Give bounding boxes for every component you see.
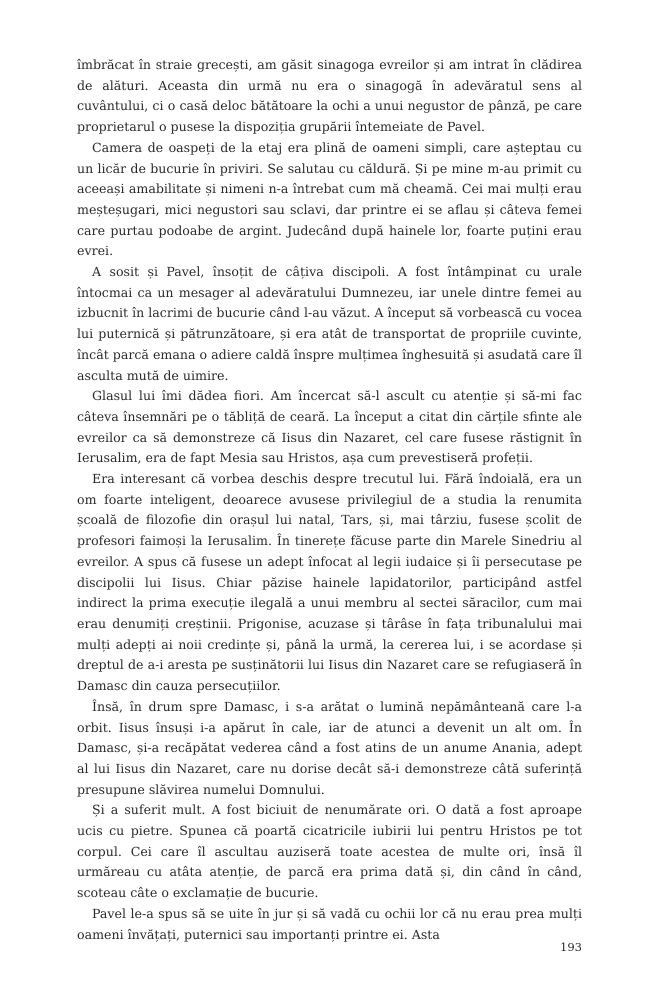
paragraph-3: A sosit și Pavel, însoțit de câțiva discipoli. A fost întâmpinat cu urale întocmai ca un mesager al adevăratului Dumnezeu, iar unele dintre femei au izbucnit în lacrimi de bucurie când l-au văzut. A început să vorbească cu vocea lui puternică și pătrunzătoare, și era atât de transportat de propriile cuvinte, încât parcă emana o adiere caldă înspre mulțimea înghesuită și asudată care îl asculta mută de uimire. [77, 264, 582, 383]
paragraph-5: Era interesant că vorbea deschis despre trecutul lui. Fără îndoială, era un om foarte inteligent, deoarece avusese privilegiul de a studia la renumita școală de filozofie din orașul lui natal, Tars, și, mai târziu, fusese școlit de profesori faimoși la Ierusalim. În tinerețe făcuse parte din Marele Sinedriu al evreilor. A spus că fusese un adept înfocat al legii iudaice și îi persecutase pe discipolii lui Iisus. Chiar păzise hainele lapidatorilor, participând astfel indirect la prima execuție ilegală a unui membru al sectei săracilor, cum mai erau denumiți creștinii. Prigonise, acuzase și târâse în fața tribunalului mai mulți adepți ai noii credințe și, până la urmă, la cererea lui, i se acordase și dreptul de a-i aresta pe susținătorii lui Iisus din Nazaret care se refugiaseră în Damasc din cauza persecuțiilor. [77, 471, 582, 694]
paragraph-8: Pavel le-a spus să se uite în jur și să vadă cu ochii lor că nu erau prea mulți oameni învățați, puternici sau importanți printre ei. Asta [77, 905, 582, 942]
page-number: 193 [560, 940, 582, 954]
paragraph-4: Glasul lui îmi dădea fiori. Am încercat să-l ascult cu atenție și să-mi fac câteva însemnări pe o tăbliță de ceară. La început a citat din cărțile sfinte ale evreilor ca să demonstreze că Iisus din Nazaret, cel care fusese răstignit în Ierusalim, era de fapt Mesia sau Hristos, așa cum prevestiseră profeții. [77, 388, 582, 466]
body-text [77, 55, 582, 945]
paragraph-2: Camera de oaspeți de la etaj era plină de oameni simpli, care așteptau cu un licăr de bucurie în priviri. Se salutau cu căldură. Și pe mine m-au primit cu aceeași amabilitate și nimeni n-a întrebat cum mă cheamă. Cei mai mulți erau meșteșugari, mici negustori sau sclavi, dar printre ei se aflau și câteva femei care purtau podoabe de argint. Judecând după hainele lor, foarte puțini erau evrei. [77, 139, 582, 259]
paragraph-7: Și a suferit mult. A fost biciuit de nenumărate ori. O dată a fost aproape ucis cu pietre. Spunea că poartă cicatricile iubirii lui pentru Hristos pe tot corpul. Cei care îl ascultau auziseră toate acestea de multe ori, însă îl urmăreau cu atâta atenție, de parcă era prima dată și, din când în când, scoteau câte o exclamație de bucurie. [77, 802, 582, 901]
paragraph-1: îmbrăcat în straie grecești, am găsit sinagoga evreilor și am intrat în clădirea de alături. Aceasta din urmă nu era o sinagogă în adevăratul sens al cuvântului, ci o casă deloc bătătoare la ochi a unui negustor de pânză, pe care proprietarul o pusese la dispoziția grupării întemeiate de Pavel. [77, 57, 582, 135]
paragraph-6: Însă, în drum spre Damasc, i s-a arătat o lumină nepământeană care l-a orbit. Iisus însuși i-a apărut în cale, iar de atunci a devenit un alt om. În Damasc, și-a recăpătat vederea când a fost atins de un anume Anania, adept al lui Iisus din Nazaret, care nu dorise decât să-i demonstreze câtă suferință presupune slăvirea numelui Domnului. [77, 698, 582, 797]
